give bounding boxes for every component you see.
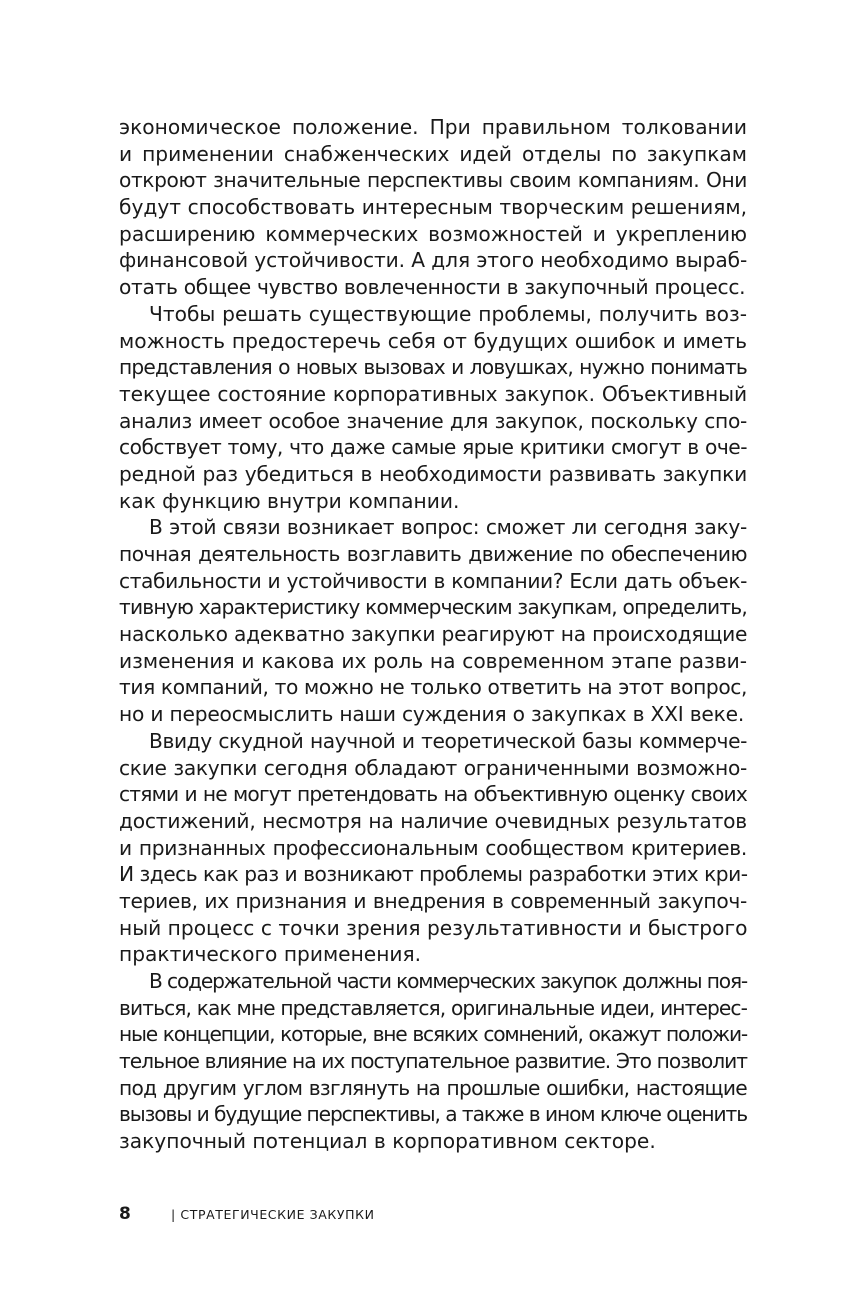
text-line: отать общее чувство вовлеченности в закупочный процесс. bbox=[119, 275, 746, 300]
body-text bbox=[119, 114, 747, 1155]
text-line: будут способствовать интересным творческим решениям, bbox=[119, 195, 747, 220]
text-line: как функцию внутри компании. bbox=[119, 488, 460, 513]
text-line: ские закупки сегодня обладают ограниченными возможно- bbox=[119, 755, 747, 780]
text-line: Чтобы решать существующие проблемы, получить воз- bbox=[149, 301, 747, 326]
text-line: ный процесс с точки зрения результативности и быстрого bbox=[119, 915, 748, 940]
text-line: достижений, несмотря на наличие очевидных результатов bbox=[119, 808, 747, 833]
text-line: ные концепции, которые, вне всяких сомнений, окажут положи- bbox=[119, 1022, 747, 1047]
text-line: но и переосмыслить наши суждения о закупках в XXI веке. bbox=[119, 702, 745, 727]
text-line: и применении снабженческих идей отделы по закупкам bbox=[119, 141, 747, 166]
text-line: финансовой устойчивости. А для этого необходимо выраб- bbox=[119, 248, 748, 273]
text-line: тивную характеристику коммерческим закупкам, определить, bbox=[119, 595, 747, 620]
text-line: И здесь как раз и возникают проблемы разработки этих кри- bbox=[119, 862, 748, 887]
text-line: насколько адекватно закупки реагируют на происходящие bbox=[119, 622, 748, 647]
text-line: тельное влияние на их поступательное развитие. Это позволит bbox=[119, 1049, 747, 1074]
text-line: териев, их признания и внедрения в современный закупоч- bbox=[119, 888, 747, 913]
text-line: и признанных профессиональным сообществом критериев. bbox=[119, 835, 747, 860]
text-line: экономическое положение. При правильном толковании bbox=[119, 115, 747, 139]
page-number: 8 bbox=[119, 1204, 131, 1224]
text-line: стабильности и устойчивости в компании? Если дать объек- bbox=[119, 568, 747, 593]
text-line: виться, как мне представляется, оригинальные идеи, интерес- bbox=[119, 995, 747, 1020]
text-line: текущее состояние корпоративных закупок. Объективный bbox=[119, 381, 747, 406]
text-line: стями и не могут претендовать на объективную оценку своих bbox=[119, 782, 747, 807]
text-line: представления о новых вызовах и ловушках, нужно понимать bbox=[119, 355, 747, 380]
text-line: редной раз убедиться в необходимости развивать закупки bbox=[119, 461, 747, 486]
page-footer bbox=[119, 1204, 375, 1224]
text-line: В содержательной части коммерческих закупок должны поя- bbox=[149, 969, 747, 993]
text-line: можность предостеречь себя от будущих ошибок и иметь bbox=[119, 328, 747, 353]
text-line: изменения и какова их роль на современном этапе разви- bbox=[119, 648, 747, 673]
text-line: Ввиду скудной научной и теоретической базы коммерче- bbox=[149, 728, 747, 753]
text-line: расширению коммерческих возможностей и укреплению bbox=[119, 221, 747, 246]
text-line: почная деятельность возглавить движение по обеспечению bbox=[119, 542, 747, 566]
text-line: анализ имеет особое значение для закупок, поскольку спо- bbox=[119, 408, 747, 433]
text-line: под другим углом взглянуть на прошлые ошибки, настоящие bbox=[119, 1075, 747, 1100]
text-line: собствует тому, что даже самые ярые критики смогут в оче- bbox=[119, 435, 747, 460]
text-line: тия компаний, то можно не только ответить на этот вопрос, bbox=[119, 675, 747, 700]
text-line: В этой связи возникает вопрос: сможет ли сегодня заку- bbox=[149, 515, 747, 540]
running-head: | СТРАТЕГИЧЕСКИЕ ЗАКУПКИ bbox=[171, 1207, 375, 1222]
text-line: практического применения. bbox=[119, 942, 422, 967]
text-line: закупочный потенциал в корпоративном секторе. bbox=[119, 1129, 656, 1154]
text-line: вызовы и будущие перспективы, а также в ином ключе оценить bbox=[119, 1102, 747, 1127]
text-line: откроют значительные перспективы своим компаниям. Они bbox=[119, 168, 747, 193]
